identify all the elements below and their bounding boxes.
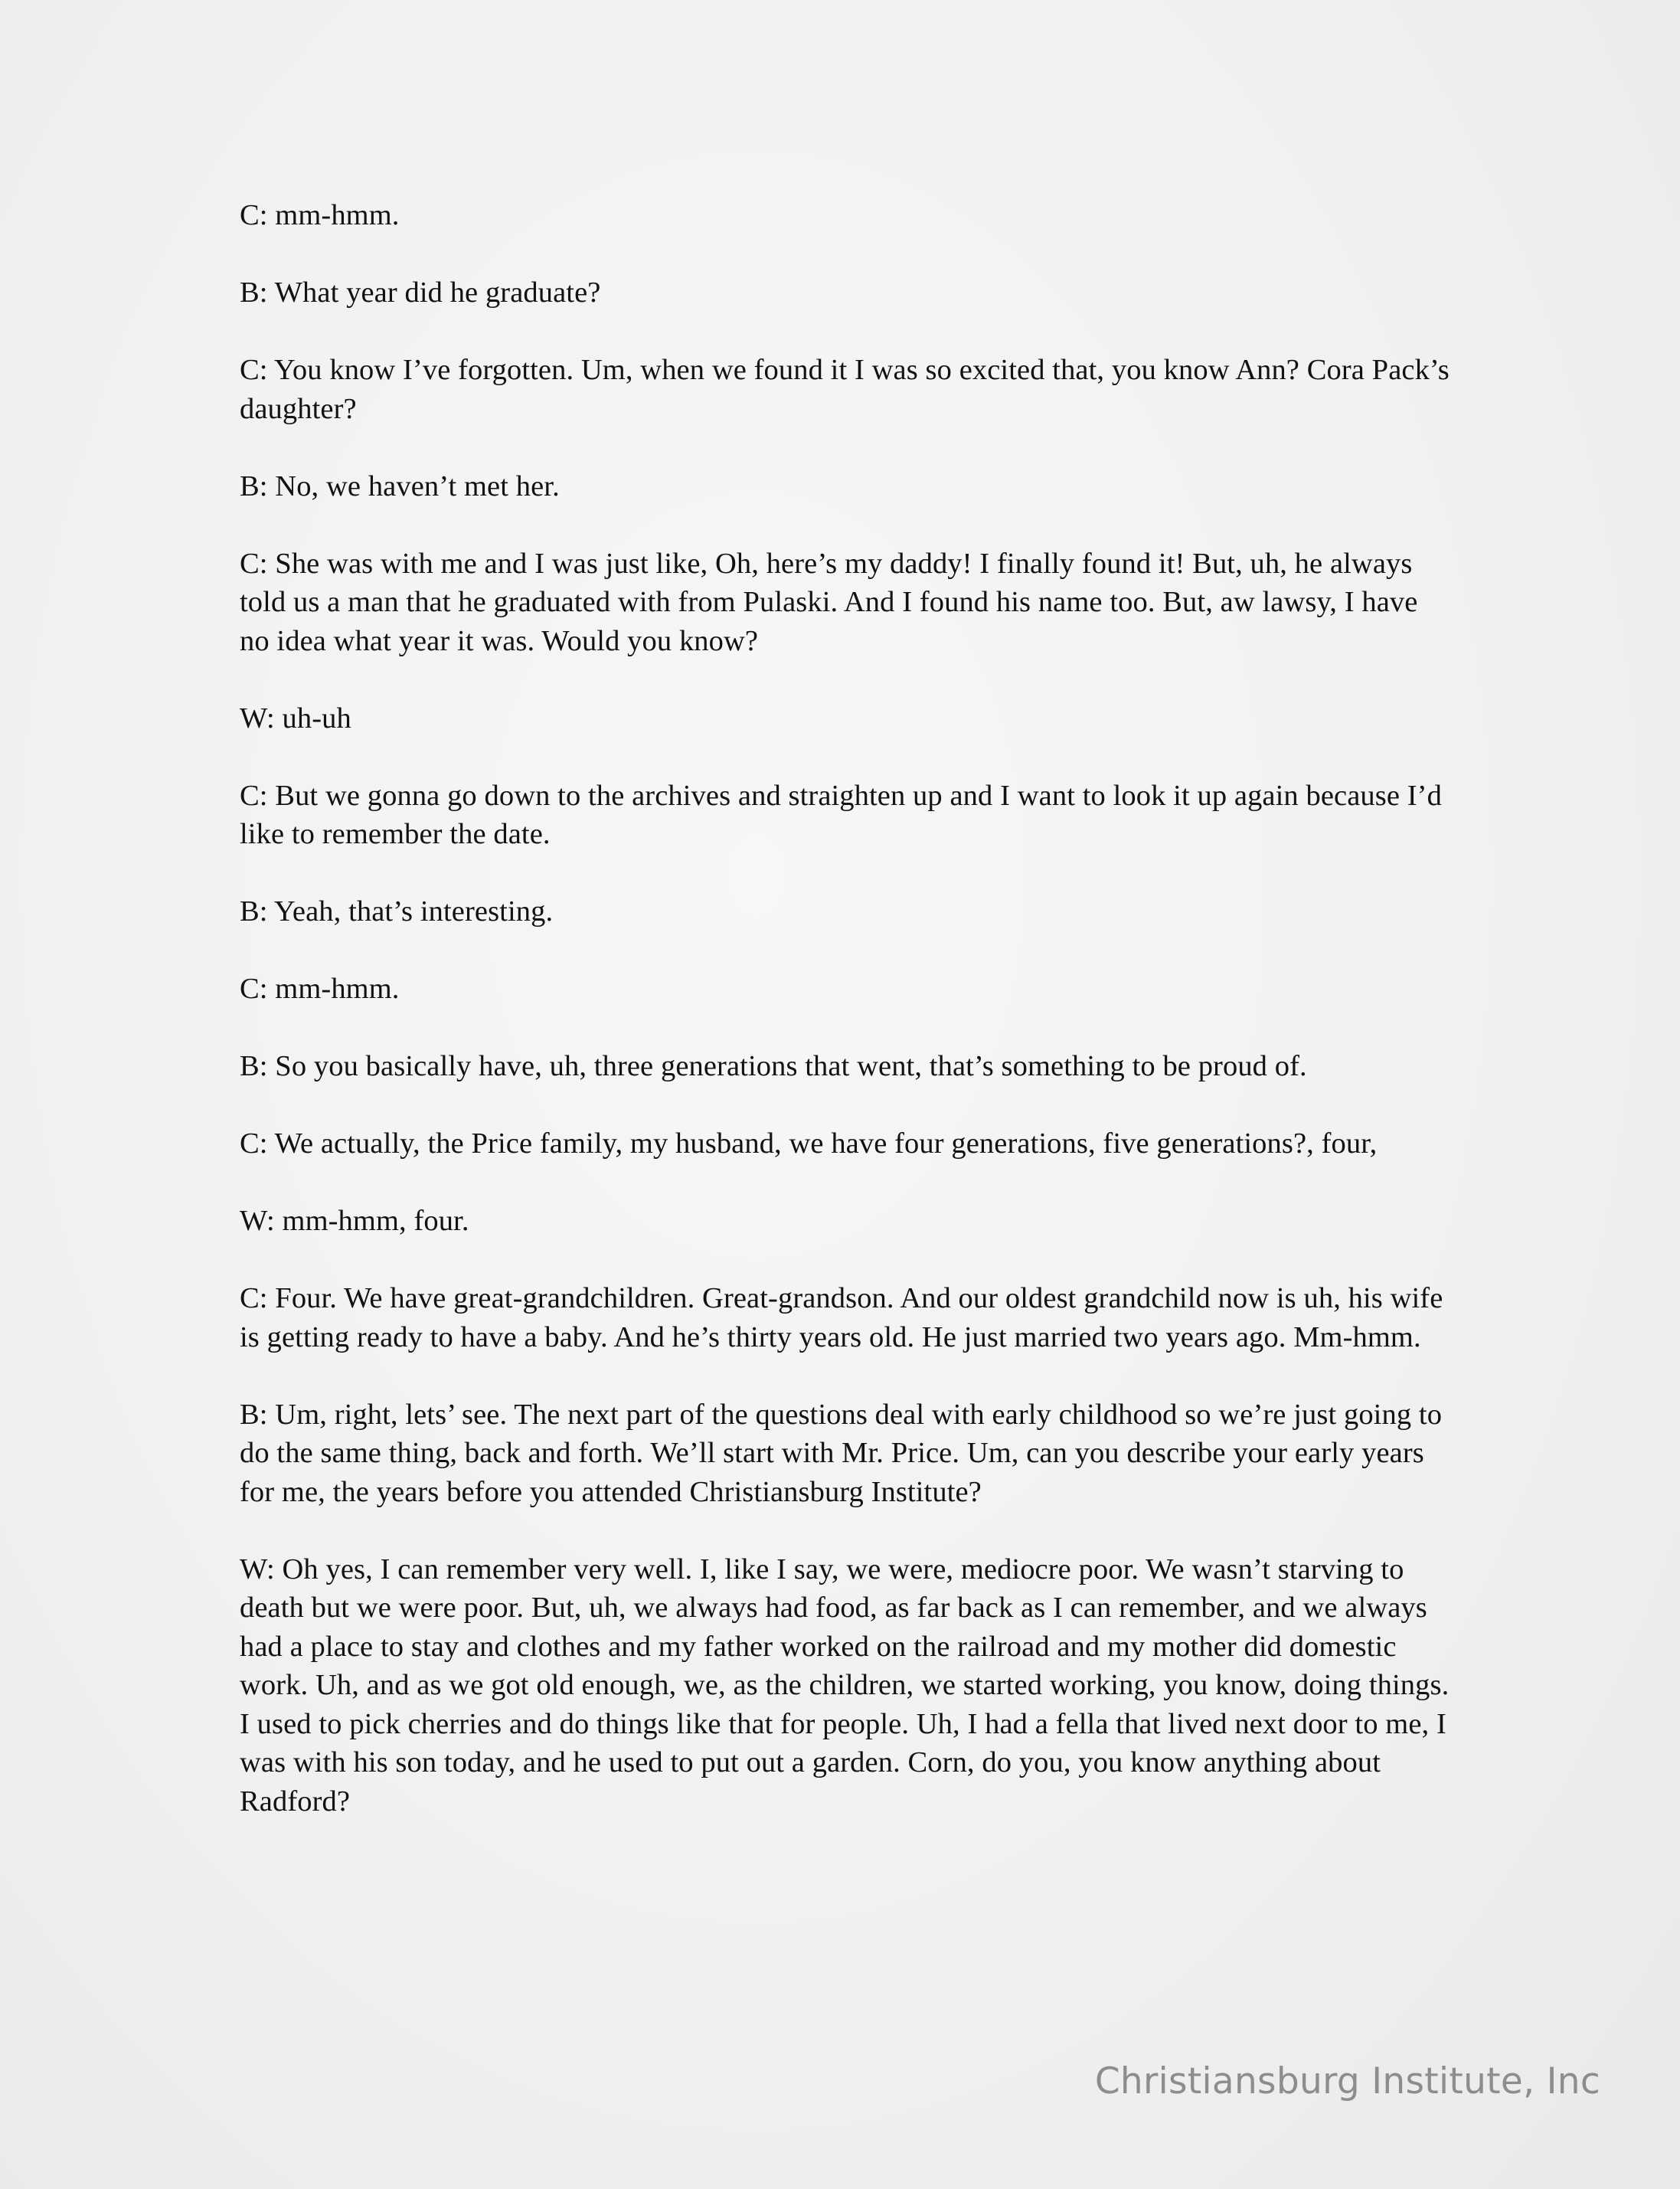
- transcript-body: [240, 196, 1450, 1860]
- transcript-paragraph: B: No, we haven’t met her.: [240, 470, 560, 502]
- transcript-paragraph: C: You know I’ve forgotten. Um, when we found it I was so excited that, you know Ann? Cora Pack’s daughter?: [240, 354, 1450, 425]
- transcript-paragraph: C: We actually, the Price family, my husband, we have four generations, five generations?, four,: [240, 1127, 1378, 1160]
- watermark: Christiansburg Institute, Inc: [1094, 2060, 1600, 2102]
- transcript-paragraph: B: Um, right, lets’ see. The next part of the questions deal with early childhood so we’re just going to do the same thing, back and forth. We’ll start with Mr. Price. Um, can you describe your early years for me, the years before you attended Christiansburg Institute?: [240, 1398, 1443, 1508]
- transcript-paragraph: C: mm-hmm.: [240, 199, 400, 231]
- transcript-paragraph: W: Oh yes, I can remember very well. I, like I say, we were, mediocre poor. We wasn’t starving to death but we were poor. But, uh, we always had food, as far back as I can remember, and we always had a place to stay and clothes and my father worked on the railroad and my mother did domestic work. Uh, and as we got old enough, we, as the children, we started working, you know, doing things. I used to pick cherries and do things like that for people. Uh, I had a fella that lived next door to me, I was with his son today, and he used to put out a garden. Corn, do you, you know anything about Radford?: [240, 1553, 1450, 1818]
- transcript-paragraph: C: mm-hmm.: [240, 973, 400, 1005]
- transcript-paragraph: B: So you basically have, uh, three generations that went, that’s something to be proud of.: [240, 1050, 1307, 1082]
- transcript-paragraph: C: But we gonna go down to the archives and straighten up and I want to look it up again because I’d like to remember the date.: [240, 779, 1442, 850]
- transcript-paragraph: C: Four. We have great-grandchildren. Great-grandson. And our oldest grandchild now is uh, his wife is getting ready to have a baby. And he’s thirty years old. He just married two years ago. Mm-hmm.: [240, 1282, 1443, 1353]
- transcript-paragraph: B: Yeah, that’s interesting.: [240, 895, 554, 928]
- transcript-paragraph: W: mm-hmm, four.: [240, 1205, 469, 1237]
- transcript-paragraph: W: uh-uh: [240, 702, 351, 735]
- transcript-paragraph: C: She was with me and I was just like, Oh, here’s my daddy! I finally found it! But, uh, he always told us a man that he graduated with from Pulaski. And I found his name too. But, aw lawsy, I have no idea what year it was. Would you know?: [240, 547, 1418, 657]
- transcript-paragraph: B: What year did he graduate?: [240, 276, 601, 309]
